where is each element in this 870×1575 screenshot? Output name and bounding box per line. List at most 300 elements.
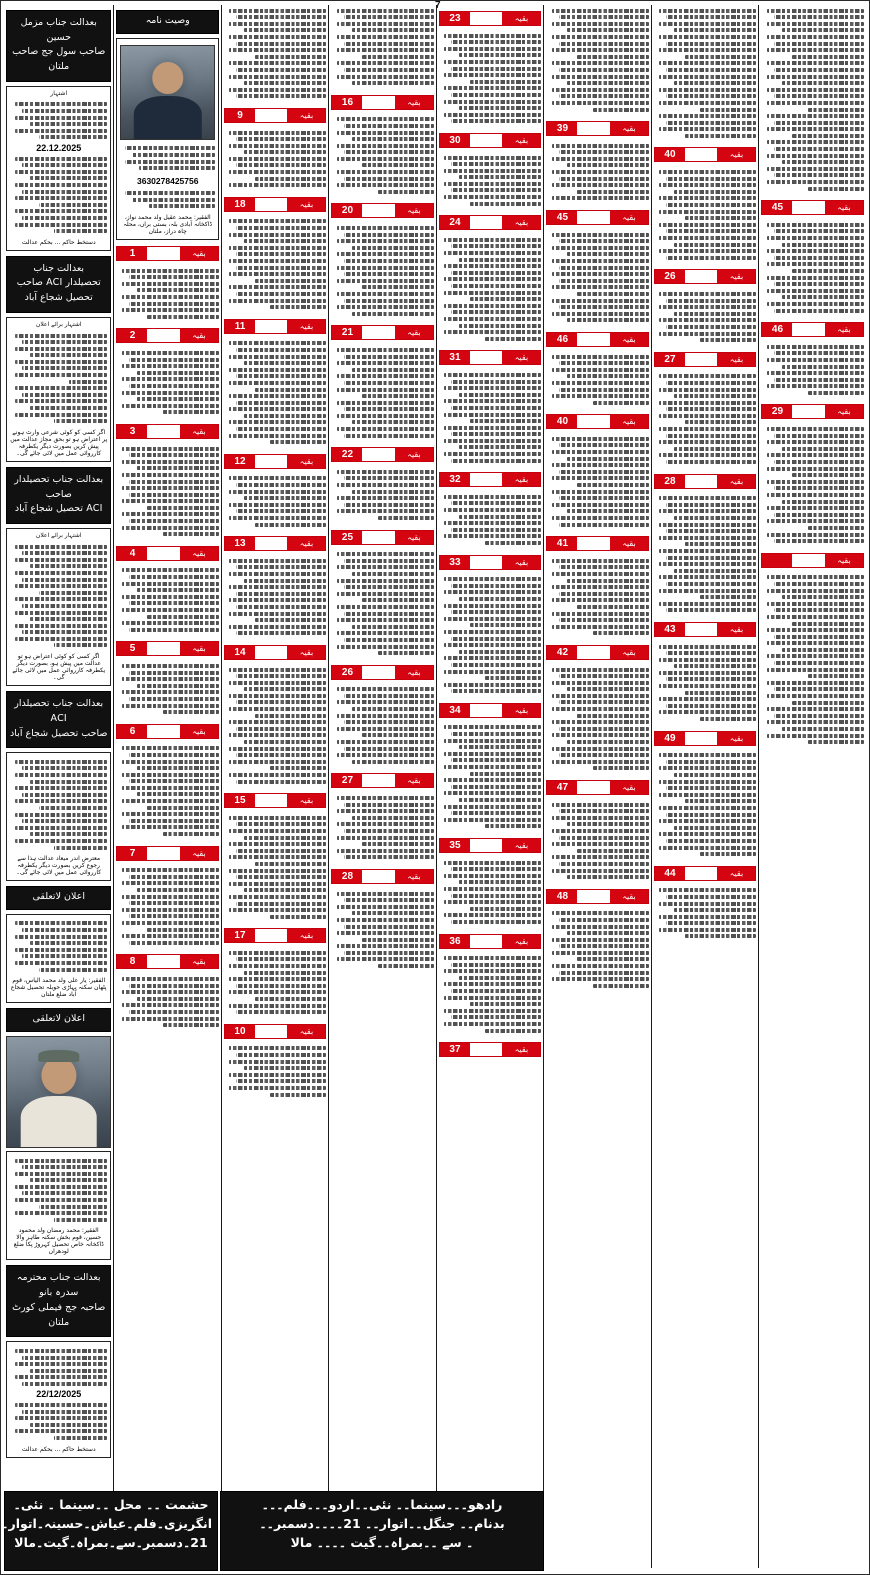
news-body-c3-g [224, 664, 327, 787]
continuation-badge-37[interactable] [546, 210, 649, 225]
badge-gap [577, 333, 610, 346]
badge-gap [255, 320, 288, 333]
badge-label: بقیہ [502, 134, 540, 147]
badge-gap [255, 537, 288, 550]
badge-label: بقیہ [502, 704, 540, 717]
disown-notice-1-body [10, 918, 107, 975]
news-body-c7-b [654, 166, 757, 263]
continuation-badge-35[interactable] [439, 1042, 542, 1057]
cinema-left-line-2: انگریزی۔فلم۔عیاش۔حسینہ۔اتوار۔ [1, 1515, 212, 1531]
news-body-r4 [116, 565, 219, 636]
badge-label: بقیہ [825, 554, 863, 567]
court-banner-4-line-1: بعدالت جناب تحصیلدار ACI [14, 698, 104, 724]
court-banner-2-line-1: بعدالت جناب [33, 262, 85, 274]
continuation-badge-25[interactable] [331, 869, 434, 884]
badge-gap [362, 96, 395, 109]
will-notice [116, 38, 219, 240]
badge-label: بقیہ [610, 333, 648, 346]
continuation-badge-13[interactable] [224, 536, 327, 551]
badge-gap [792, 405, 825, 418]
court-notice-4 [6, 752, 111, 881]
badge-gap [362, 774, 395, 787]
badge-number: 3 [117, 425, 147, 438]
continuation-badge-30[interactable] [439, 472, 542, 487]
news-body-c5-g [439, 722, 542, 832]
news-body-c3-f [224, 555, 327, 639]
continuation-badge-22[interactable] [331, 530, 434, 545]
badge-number: 15 [225, 794, 255, 807]
court-notice-3 [6, 528, 111, 686]
news-body-c8-c [761, 341, 864, 398]
continuation-badge-34[interactable] [439, 934, 542, 949]
badge-gap [470, 216, 503, 229]
badge-label: بقیہ [502, 839, 540, 852]
badge-number: 10 [225, 1025, 255, 1038]
court-notice-1-text [10, 153, 107, 237]
badge-label: بقیہ [717, 867, 755, 880]
badge-label: بقیہ [287, 198, 325, 211]
continuation-badge-4[interactable] [116, 546, 219, 561]
continuation-badge-47[interactable] [654, 474, 757, 489]
continuation-badge-43[interactable] [546, 889, 649, 904]
news-body-c5-d [439, 369, 542, 466]
news-body-c8-b [761, 219, 864, 316]
badge-gap [147, 329, 180, 342]
continuation-badge-49[interactable] [654, 731, 757, 746]
badge-label: بقیہ [610, 537, 648, 550]
court-notice-2 [6, 317, 111, 462]
continuation-badge-42[interactable] [546, 780, 649, 795]
badge-label: بقیہ [610, 890, 648, 903]
continuation-badge-20[interactable] [331, 325, 434, 340]
badge-number: 27 [332, 774, 362, 787]
badge-number: 5 [117, 642, 147, 655]
badge-number: 1 [117, 247, 147, 260]
court-notice-4-closing: معترض اندر میعاد عدالت ہذا سے رجوع کریں بصورت دیگر یکطرفہ کارروائی عمل میں لائی جائے گی۔ [16, 855, 102, 877]
column-news-6 [543, 5, 651, 1568]
continuation-badge-38[interactable] [546, 332, 649, 347]
court-banner-4-line-2: صاحب تحصیل شجاع آباد [10, 727, 108, 739]
news-body-c6-c [546, 229, 649, 326]
badge-label: بقیہ [502, 473, 540, 486]
news-body-c4-b [331, 114, 434, 198]
badge-gap [362, 326, 395, 339]
continuation-badge-21[interactable] [331, 447, 434, 462]
badge-number: 39 [547, 122, 577, 135]
cinema-right-line-2: بدنام۔۔ جنگل۔۔اتوار۔۔ 21۔۔۔۔دسمبر۔۔ [259, 1515, 505, 1531]
badge-gap [147, 955, 180, 968]
court-notice-5-body [10, 1345, 107, 1389]
badge-number: 47 [547, 781, 577, 794]
badge-label: بقیہ [825, 405, 863, 418]
news-body-c5-e [439, 491, 542, 548]
badge-gap [470, 12, 503, 25]
badge-gap [255, 929, 288, 942]
badge-gap [577, 781, 610, 794]
badge-gap [685, 353, 718, 366]
news-body-c7-c [654, 288, 757, 345]
court-notice-5-date: 22/12/2025 [36, 1389, 82, 1400]
court-notice-3-body [10, 541, 107, 651]
continuation-badge-28[interactable] [439, 215, 542, 230]
badge-gap [255, 646, 288, 659]
badge-gap [577, 646, 610, 659]
badge-number: 9 [225, 109, 255, 122]
news-body-r7 [116, 865, 219, 949]
badge-number: 24 [440, 216, 470, 229]
court-banner-3 [6, 467, 111, 524]
badge-gap [147, 847, 180, 860]
badge-label: بقیہ [180, 547, 218, 560]
news-body-c6-i [546, 908, 649, 992]
badge-gap [577, 537, 610, 550]
court-banner-2-line-3: تحصیل شجاع آباد [24, 292, 93, 304]
badge-gap [685, 732, 718, 745]
column-news-5 [436, 5, 544, 1568]
badge-gap [255, 1025, 288, 1038]
disown-notice-2-body [10, 1155, 107, 1226]
badge-number: 14 [225, 646, 255, 659]
news-body-c3-h [224, 812, 327, 922]
continuation-badge-45[interactable] [654, 269, 757, 284]
news-body-c4-d [331, 344, 434, 441]
badge-gap [255, 455, 288, 468]
continuation-badge-39[interactable] [546, 414, 649, 429]
news-body-c4-e [331, 466, 434, 523]
news-body-c8-a [761, 5, 864, 194]
continuation-badge-14[interactable] [224, 645, 327, 660]
news-body-c4-i [331, 888, 434, 972]
badge-number: 42 [547, 646, 577, 659]
continuation-badge-41[interactable] [546, 645, 649, 660]
news-body-c3-j [224, 1043, 327, 1100]
continuation-badge-8[interactable] [116, 954, 219, 969]
news-body-c6-f [546, 555, 649, 639]
news-body-c5-i [439, 953, 542, 1037]
badge-gap [362, 531, 395, 544]
badge-number: 27 [655, 353, 685, 366]
disown-banner-1-line: اعلان لاتعلقی [32, 891, 85, 903]
badge-label: بقیہ [180, 725, 218, 738]
badge-number: 21 [332, 326, 362, 339]
court-banner-3-line-1: بعدالت جناب تحصیلدار صاحب [14, 473, 104, 500]
news-body-c5-c [439, 234, 542, 344]
badge-gap [362, 666, 395, 679]
badge-label: بقیہ [610, 781, 648, 794]
continuation-badge-53[interactable] [761, 404, 864, 419]
column-legal-notices [4, 5, 113, 1568]
continuation-badge-7[interactable] [116, 846, 219, 861]
badge-gap [685, 148, 718, 161]
badge-label: بقیہ [717, 475, 755, 488]
news-body-r5 [116, 660, 219, 717]
badge-number: 6 [117, 725, 147, 738]
badge-label: بقیہ [395, 326, 433, 339]
badge-gap [362, 448, 395, 461]
news-body-c6-h [546, 799, 649, 883]
badge-number: 23 [440, 12, 470, 25]
page-folio: 7 [435, 0, 441, 11]
continuation-badge-44[interactable] [654, 147, 757, 162]
continuation-badge-5[interactable] [116, 641, 219, 656]
news-body-r3 [116, 443, 219, 540]
continuation-badge-46[interactable] [654, 352, 757, 367]
badge-gap [577, 211, 610, 224]
badge-number: 36 [440, 935, 470, 948]
cinema-left-line-3: 21۔دسمبر۔سے۔بمراہ۔گیت۔مالا [14, 1534, 208, 1550]
badge-gap [685, 270, 718, 283]
continuation-badge-48[interactable] [654, 622, 757, 637]
disown-banner-2 [6, 1008, 111, 1032]
court-notice-1-date: 22.12.2025 [36, 143, 82, 154]
badge-label: بقیہ [287, 794, 325, 807]
continuation-badge-24[interactable] [331, 773, 434, 788]
hat-icon [38, 1050, 79, 1062]
news-body-c5-f [439, 574, 542, 697]
badge-gap [470, 935, 503, 948]
column-will [113, 5, 221, 1568]
court-notice-1 [6, 86, 111, 251]
badge-number: 33 [440, 556, 470, 569]
court-banner-2-line-2: تحصیلدار ACI صاحب [16, 277, 101, 289]
news-body-c5-a [439, 30, 542, 127]
continuation-badge-15[interactable] [224, 793, 327, 808]
badge-label: بقیہ [395, 870, 433, 883]
news-body-c4-c [331, 222, 434, 319]
badge-number: 22 [332, 448, 362, 461]
badge-label: بقیہ [180, 425, 218, 438]
badge-number: 30 [440, 134, 470, 147]
continuation-badge-11[interactable] [224, 319, 327, 334]
badge-gap [577, 890, 610, 903]
court-banner-1 [6, 10, 111, 82]
badge-label: بقیہ [610, 646, 648, 659]
court-banner-1-line-2: صاحب سول جج صاحب ملتان [12, 46, 106, 73]
news-body-c3-e [224, 473, 327, 530]
badge-label: بقیہ [717, 353, 755, 366]
column-news-3 [221, 5, 329, 1568]
news-body-c5-b [439, 152, 542, 209]
badge-label: بقیہ [717, 270, 755, 283]
news-body-c4-a [331, 5, 434, 89]
will-signature: الفقیر: محمد عقیل ولد محمد نواز، ڈاکخانہ آبادی بلہ، بستی براں، محلہ چاہ دراز، ملتان [123, 214, 213, 236]
news-body-c3-i [224, 947, 327, 1018]
badge-label: بقیہ [717, 732, 755, 745]
news-body-c4-f [331, 549, 434, 659]
news-body-r6 [116, 743, 219, 840]
badge-label: بقیہ [180, 847, 218, 860]
continuation-badge-40[interactable] [546, 536, 649, 551]
continuation-badge-51[interactable] [761, 200, 864, 215]
cinema-left-line-1: حشمت ۔۔ محل ۔۔سینما ۔ نئی۔ [13, 1497, 209, 1512]
badge-number: 46 [547, 333, 577, 346]
continuation-badge-50[interactable] [654, 866, 757, 881]
news-body-c6-e [546, 433, 649, 530]
badge-number: 25 [332, 531, 362, 544]
news-body-c7-e [654, 493, 757, 616]
continuation-badge-1[interactable] [116, 246, 219, 261]
badge-label: بقیہ [287, 646, 325, 659]
badge-number: 7 [117, 847, 147, 860]
continuation-badge-31[interactable] [439, 555, 542, 570]
badge-number: 48 [547, 890, 577, 903]
badge-label: بقیہ [287, 455, 325, 468]
disown-notice-1-signature: الفقیر: یار علی ولد محمد الیاس، قوم پٹھان سکنہ پہاڑی حویلہ تحصیل شجاع آباد ضلع ملتان [10, 977, 107, 999]
badge-gap [147, 247, 180, 260]
news-body-c5-h [439, 857, 542, 928]
badge-gap [470, 473, 503, 486]
news-body-c8-e [761, 572, 864, 748]
continuation-badge-18[interactable] [331, 95, 434, 110]
badge-gap [577, 415, 610, 428]
badge-label: بقیہ [395, 774, 433, 787]
continuation-badge-3[interactable] [116, 424, 219, 439]
continuation-badge-2[interactable] [116, 328, 219, 343]
badge-label: بقیہ [502, 216, 540, 229]
badge-number: 12 [225, 455, 255, 468]
news-body-c6-b [546, 140, 649, 204]
badge-gap [255, 109, 288, 122]
continuation-badge-52[interactable] [761, 322, 864, 337]
court-notice-5 [6, 1341, 111, 1457]
court-notice-3-title: اشتہار برائے اعلان [35, 531, 82, 539]
badge-number: 26 [332, 666, 362, 679]
badge-number: 43 [655, 623, 685, 636]
continuation-badge-26[interactable] [439, 11, 542, 26]
badge-number: 17 [225, 929, 255, 942]
badge-number: 8 [117, 955, 147, 968]
continuation-badge-33[interactable] [439, 838, 542, 853]
continuation-badge-27[interactable] [439, 133, 542, 148]
badge-number: 16 [332, 96, 362, 109]
badge-number: 46 [762, 323, 792, 336]
column-news-8 [758, 5, 866, 1568]
news-body-c4-h [331, 792, 434, 863]
continuation-badge-6[interactable] [116, 724, 219, 739]
will-id-number: 3630278425756 [137, 175, 199, 186]
disown-notice-2 [6, 1151, 111, 1261]
badge-number: 37 [440, 1043, 470, 1056]
column-news-7 [651, 5, 759, 1568]
continuation-badge-36[interactable] [546, 121, 649, 136]
badge-number: 31 [440, 351, 470, 364]
badge-number: 35 [440, 839, 470, 852]
badge-gap [685, 867, 718, 880]
badge-gap [147, 425, 180, 438]
court-notice-1-closing: دستخط حاکم ... بحکم عدالت [21, 238, 96, 246]
badge-label: بقیہ [717, 623, 755, 636]
badge-label: بقیہ [502, 12, 540, 25]
news-body-c7-h [654, 885, 757, 942]
news-body-r2 [116, 347, 219, 418]
badge-number: 26 [655, 270, 685, 283]
news-body-c3-b [224, 127, 327, 191]
badge-gap [147, 725, 180, 738]
badge-gap [685, 475, 718, 488]
badge-gap [362, 204, 395, 217]
court-banner-5 [6, 1265, 111, 1337]
badge-label: بقیہ [287, 537, 325, 550]
badge-number: 11 [225, 320, 255, 333]
continuation-badge-29[interactable] [439, 350, 542, 365]
badge-label: بقیہ [395, 448, 433, 461]
continuation-badge-10[interactable] [224, 197, 327, 212]
disown-banner-1 [6, 886, 111, 910]
badge-gap [255, 794, 288, 807]
court-notice-1-body [10, 99, 107, 143]
disown-notice-2-signature: الفقیر: محمد رمضان ولد محمود حسین، قوم بخش سکنہ طاہر والا ڈاکخانہ خاص تحصیل کہروڑ پکا ضلع لودھراں [13, 1227, 104, 1256]
badge-number: 28 [332, 870, 362, 883]
badge-gap [792, 201, 825, 214]
badge-label: بقیہ [395, 96, 433, 109]
news-body-c7-a [654, 5, 757, 141]
badge-label: بقیہ [502, 556, 540, 569]
badge-gap [147, 547, 180, 560]
news-body-c3-d [224, 338, 327, 448]
continuation-badge-9[interactable] [224, 108, 327, 123]
badge-gap [792, 323, 825, 336]
badge-label: بقیہ [287, 929, 325, 942]
news-body-r8 [116, 973, 219, 1030]
badge-number: 20 [332, 204, 362, 217]
badge-number: 34 [440, 704, 470, 717]
news-body-c7-d [654, 371, 757, 468]
badge-label: بقیہ [287, 1025, 325, 1038]
badge-label: بقیہ [180, 247, 218, 260]
badge-number: 44 [655, 867, 685, 880]
court-notice-5-closing: دستخط حاکم ... بحکم عدالت [21, 1445, 96, 1453]
news-body-c8-d [761, 423, 864, 546]
badge-label: بقیہ [502, 935, 540, 948]
disown-banner-2-line: اعلان لاتعلقی [32, 1013, 85, 1025]
continuation-badge-17[interactable] [224, 1024, 327, 1039]
court-notice-3-closing: اگر کسی کو کوئی اعتراض ہو تو عدالت میں پیش ہو، بصورت دیگر یکطرفہ کارروائی عمل میں لائی جائے گی۔ [12, 653, 106, 682]
badge-number [762, 554, 792, 567]
continuation-badge-23[interactable] [331, 665, 434, 680]
badge-number: 18 [225, 198, 255, 211]
disown-notice-1 [6, 914, 111, 1003]
will-body-2 [120, 188, 215, 212]
continuation-badge-19[interactable] [331, 203, 434, 218]
court-notice-2-body [10, 330, 107, 427]
badge-label: بقیہ [395, 204, 433, 217]
continuation-badge-32[interactable] [439, 703, 542, 718]
news-body-c7-f [654, 641, 757, 725]
badge-gap [470, 704, 503, 717]
continuation-badge-12[interactable] [224, 454, 327, 469]
will-banner-text: وصیت نامہ [145, 15, 190, 26]
badge-label: بقیہ [180, 642, 218, 655]
badge-gap [470, 134, 503, 147]
cinema-ad-left[interactable] [1, 1491, 218, 1571]
badge-gap [792, 554, 825, 567]
badge-label: بقیہ [610, 415, 648, 428]
continuation-badge-54[interactable] [761, 553, 864, 568]
badge-gap [577, 122, 610, 135]
cinema-ad-right[interactable] [220, 1491, 544, 1571]
will-photo [120, 45, 215, 140]
badge-label: بقیہ [610, 122, 648, 135]
continuation-badge-16[interactable] [224, 928, 327, 943]
news-body-c6-g [546, 664, 649, 774]
badge-number: 45 [547, 211, 577, 224]
badge-label: بقیہ [180, 955, 218, 968]
badge-number: 41 [547, 537, 577, 550]
news-body-r1 [116, 265, 219, 322]
badge-number: 40 [655, 148, 685, 161]
badge-gap [255, 198, 288, 211]
badge-gap [470, 1043, 503, 1056]
